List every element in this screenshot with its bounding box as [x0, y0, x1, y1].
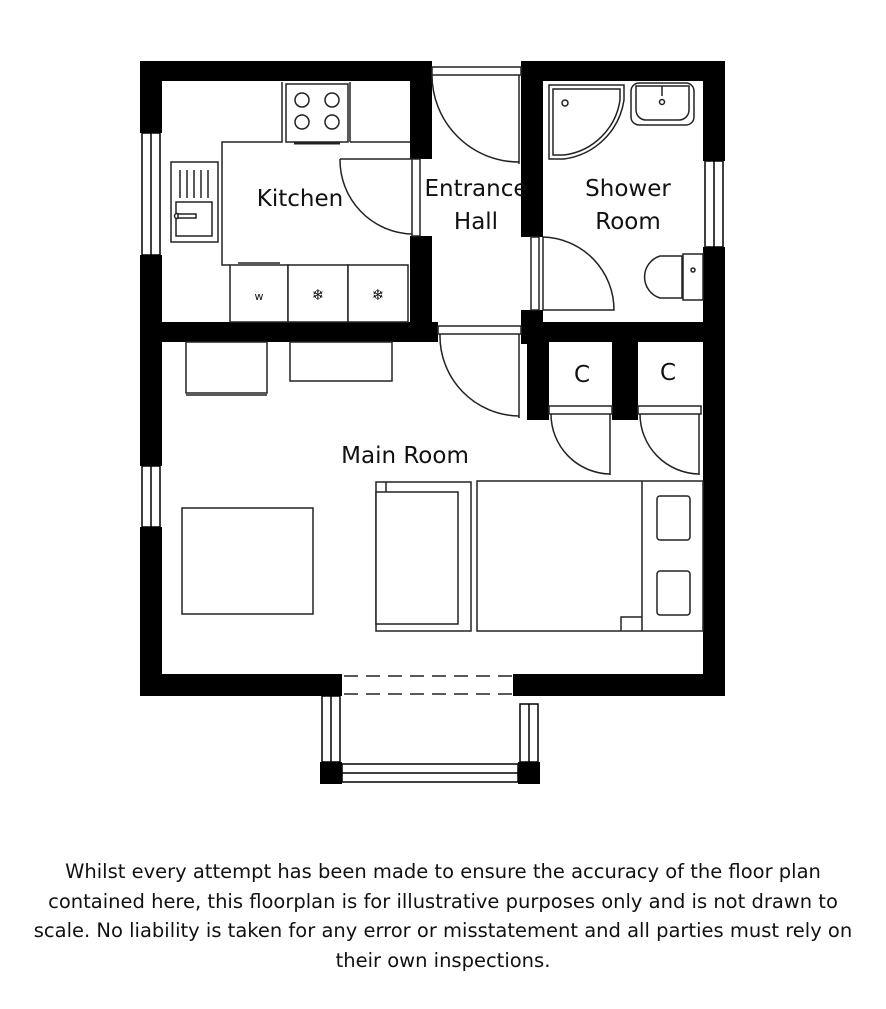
wall-top-right: [521, 61, 725, 81]
kitchen-worktop: [222, 82, 282, 265]
closet-1-label: C: [573, 362, 591, 388]
front-door-swing: [432, 75, 519, 162]
closet-2-label: C: [659, 360, 677, 386]
wall-mid-horizontal-left: [140, 322, 438, 342]
wall-left-mid: [140, 255, 162, 466]
washer-label: w: [254, 290, 264, 303]
main-room-label: Main Room: [341, 443, 469, 469]
toilet-cistern: [683, 254, 703, 300]
wall-kitchen-hall-upper: [410, 61, 432, 159]
pillow-2: [657, 571, 690, 615]
closet-1-door-frame: [549, 406, 612, 414]
wall-hall-shower-upper: [521, 61, 543, 237]
hob-ring-1: [295, 93, 309, 107]
wall-closet-divider: [612, 322, 638, 420]
wall-bottom-left: [140, 674, 342, 696]
closet-2-door-frame: [638, 406, 701, 414]
shower-room-label-line1: Shower: [585, 176, 671, 202]
toilet: [645, 256, 682, 298]
shower-door-frame: [531, 237, 539, 310]
kitchen-door-frame: [412, 159, 420, 236]
wall-right-upper: [703, 61, 725, 161]
porch-post-left: [320, 762, 342, 784]
entrance-hall-label-line2: Hall: [453, 209, 499, 235]
wall-closet-left: [527, 322, 549, 420]
disclaimer-text: Whilst every attempt has been made to ensure the accuracy of the floor plan contained here, this floorplan is for illustrative purposes only and is not drawn to scale. No liability is taken for any error or misstatement and all parties must rely on their own inspections.: [33, 860, 853, 972]
worktop-unit-1: [186, 342, 267, 393]
freezer-2-icon: ❄: [371, 286, 385, 304]
wall-bottom-right: [513, 674, 725, 696]
shower-room-label-line2: Room: [595, 209, 661, 235]
main-door-frame: [438, 326, 521, 334]
porch-post-right: [518, 762, 540, 784]
worktop-unit-2: [290, 342, 392, 381]
hob: [286, 84, 348, 142]
closet-1-door-swing: [551, 414, 610, 474]
closet-2-door-swing: [640, 414, 699, 474]
wall-left-upper: [140, 61, 162, 133]
hob-ring-3: [295, 115, 309, 129]
hob-ring-2: [325, 93, 339, 107]
shower-door-swing: [543, 237, 614, 310]
entrance-hall-label-line1: Entrance: [424, 176, 528, 202]
wall-right-lower: [703, 247, 725, 696]
wall-left-lower: [140, 527, 162, 696]
kitchen-label: Kitchen: [256, 186, 344, 212]
front-door-frame: [432, 67, 521, 75]
pillow-1: [657, 496, 690, 540]
main-door-swing: [440, 334, 519, 416]
kitchen-door-swing: [340, 159, 412, 234]
hob-ring-4: [325, 115, 339, 129]
freezer-1-icon: ❄: [311, 286, 325, 304]
wall-top-left: [140, 61, 432, 81]
table: [182, 508, 313, 614]
